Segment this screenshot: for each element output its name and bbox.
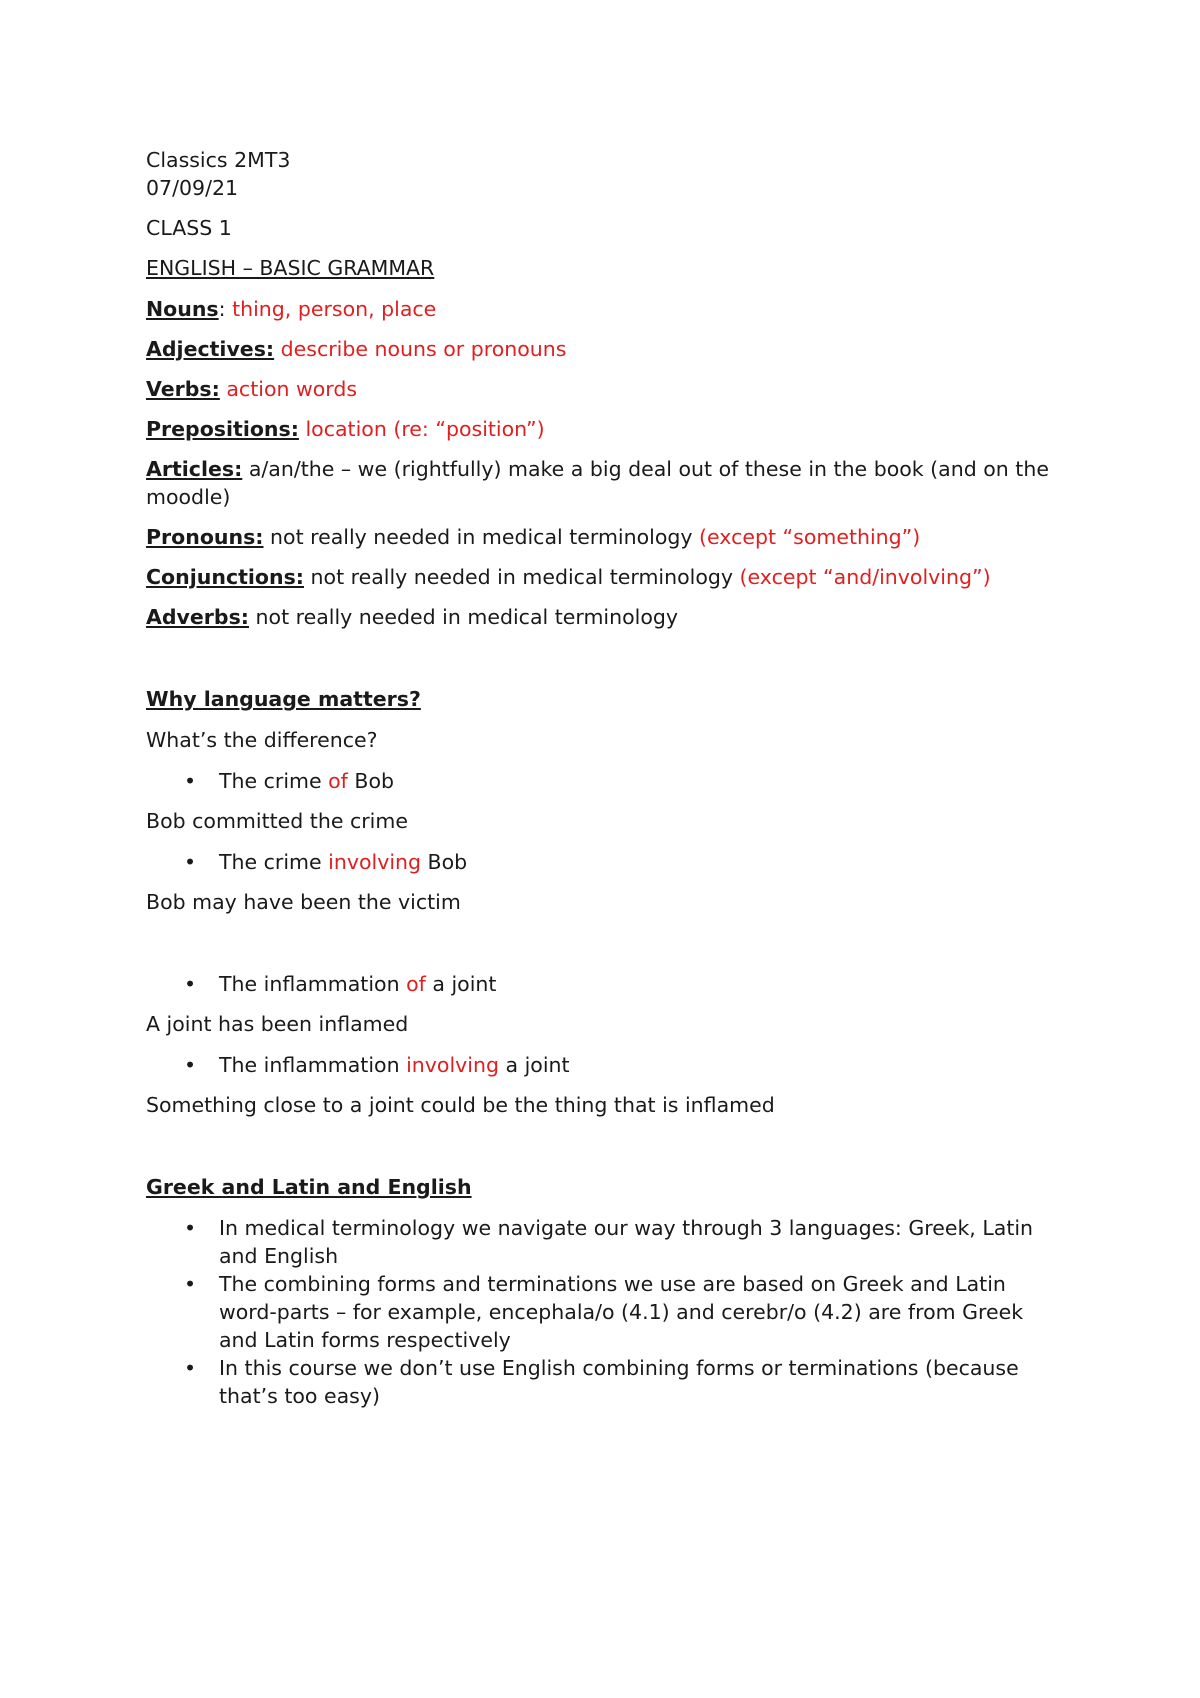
grammar-item-adverbs xyxy=(146,603,1066,631)
grammar-term: Adverbs: xyxy=(146,605,249,629)
grammar-item-prepositions xyxy=(146,415,1066,443)
example-highlight: involving xyxy=(328,850,422,874)
grammar-term: Pronouns: xyxy=(146,525,264,549)
languages-item xyxy=(146,1214,1066,1270)
example-list xyxy=(146,1051,1066,1079)
definition-text: not really needed in medical terminology xyxy=(255,605,679,629)
grammar-item-nouns xyxy=(146,295,1066,323)
definition-highlight: (except “and/involving”) xyxy=(739,565,991,589)
example-highlight: of xyxy=(406,972,426,996)
definition-text: a/an/the – we (rightfully) make a big deal out of these in the book (and on the moodle) xyxy=(146,457,1049,509)
languages-item-text: The combining forms and terminations we use are based on Greek and Latin word-parts – for example, encephala/o (4.1) and cerebr/o (4.2) are from Greek and Latin forms respectively xyxy=(219,1272,1024,1352)
languages-item-text: In this course we don’t use English combining forms or terminations (because that’s too easy) xyxy=(219,1356,1019,1408)
example-text: The crime xyxy=(219,769,329,793)
grammar-list xyxy=(146,295,1066,631)
grammar-term: Verbs: xyxy=(146,377,220,401)
document-page xyxy=(146,146,1066,1410)
why-heading: Why language matters? xyxy=(146,687,421,711)
definition-highlight: thing, person, place xyxy=(232,297,437,321)
example-explanation: A joint has been inflamed xyxy=(146,1012,409,1036)
bullet: • xyxy=(184,1272,197,1296)
bullet: • xyxy=(184,1053,197,1077)
example-text: The inflammation xyxy=(219,1053,407,1077)
grammar-term: Articles: xyxy=(146,457,243,481)
example-text: a joint xyxy=(498,1053,570,1077)
example-text: The inflammation xyxy=(219,972,407,996)
section-title: ENGLISH – BASIC GRAMMAR xyxy=(146,256,435,280)
course-title: Classics 2MT3 xyxy=(146,148,291,172)
grammar-item-articles xyxy=(146,455,1066,511)
languages-item xyxy=(146,1270,1066,1354)
definition-text: not really needed in medical terminology xyxy=(270,525,700,549)
example-explanation: Something close to a joint could be the thing that is inflamed xyxy=(146,1093,775,1117)
example-list xyxy=(146,848,1066,876)
example-item xyxy=(146,970,1066,998)
example-text: Bob xyxy=(347,769,395,793)
example-highlight: involving xyxy=(406,1053,499,1077)
why-section xyxy=(146,685,1066,1119)
grammar-item-verbs xyxy=(146,375,1066,403)
example-item xyxy=(146,1051,1066,1079)
date: 07/09/21 xyxy=(146,176,239,200)
bullet: • xyxy=(184,1356,197,1380)
example-text: The crime xyxy=(219,850,329,874)
grammar-term: Nouns xyxy=(146,297,219,321)
example-list xyxy=(146,767,1066,795)
definition-highlight: location (re: “position”) xyxy=(305,417,545,441)
languages-list xyxy=(146,1214,1066,1410)
bullet: • xyxy=(184,1216,197,1240)
why-question: What’s the difference? xyxy=(146,728,378,752)
bullet: • xyxy=(184,850,197,874)
definition-highlight: describe nouns or pronouns xyxy=(280,337,567,361)
example-list xyxy=(146,970,1066,998)
grammar-term: Prepositions: xyxy=(146,417,299,441)
example-explanation: Bob committed the crime xyxy=(146,809,408,833)
definition-highlight: action words xyxy=(226,377,358,401)
class-label: CLASS 1 xyxy=(146,216,232,240)
bullet: • xyxy=(184,972,197,996)
grammar-term: Adjectives: xyxy=(146,337,275,361)
example-explanation: Bob may have been the victim xyxy=(146,890,461,914)
grammar-item-pronouns xyxy=(146,523,1066,551)
languages-heading: Greek and Latin and English xyxy=(146,1175,472,1199)
example-text: Bob xyxy=(421,850,468,874)
example-item xyxy=(146,767,1066,795)
bullet: • xyxy=(184,769,197,793)
example-text: a joint xyxy=(425,972,497,996)
example-item xyxy=(146,848,1066,876)
separator: : xyxy=(218,297,233,321)
grammar-item-conjunctions xyxy=(146,563,1066,591)
languages-section xyxy=(146,1173,1066,1410)
grammar-term: Conjunctions: xyxy=(146,565,304,589)
grammar-item-adjectives xyxy=(146,335,1066,363)
languages-item xyxy=(146,1354,1066,1410)
definition-highlight: (except “something”) xyxy=(699,525,921,549)
example-highlight: of xyxy=(328,769,348,793)
languages-item-text: In medical terminology we navigate our way through 3 languages: Greek, Latin and English xyxy=(219,1216,1034,1268)
definition-text: not really needed in medical terminology xyxy=(310,565,740,589)
